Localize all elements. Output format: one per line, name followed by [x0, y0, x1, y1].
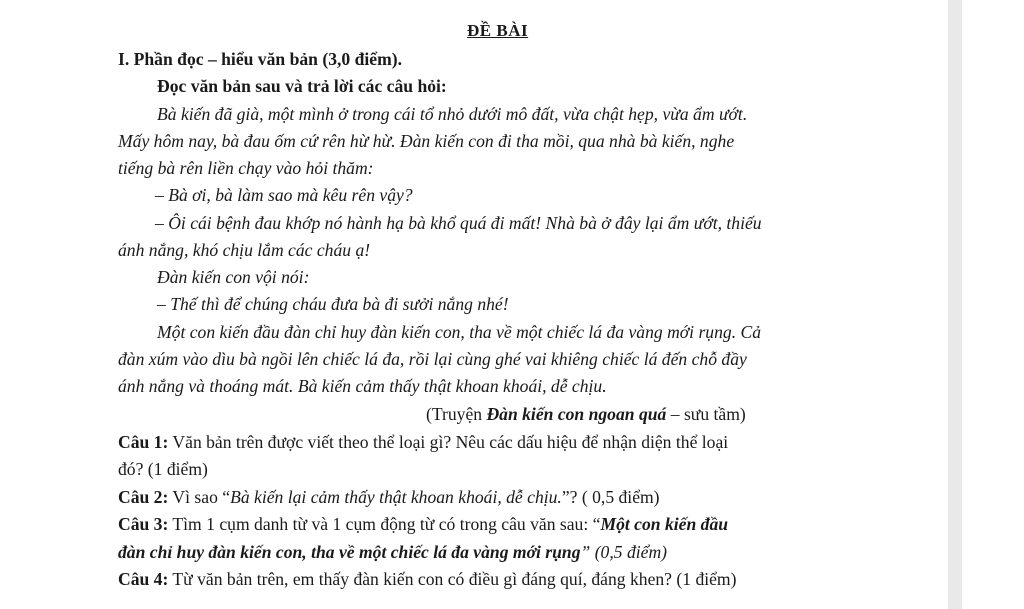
question-4 — [118, 568, 736, 590]
question-2-label: Câu 2: — [118, 487, 169, 507]
passage-line: đàn xúm vào dìu bà ngồi lên chiếc lá đa, rồi lại cùng ghé vai khiêng chiếc lá đến chỗ đầy — [118, 349, 747, 369]
question-1-continued: đó? (1 điểm) — [118, 459, 208, 479]
passage-line: – Thế thì để chúng cháu đưa bà đi sưởi nắng nhé! — [157, 294, 509, 314]
passage-line: tiếng bà rên liền chạy vào hỏi thăm: — [118, 158, 374, 178]
question-2-quote: Bà kiến lại cảm thấy thật khoan khoái, dễ chịu. — [230, 487, 562, 507]
source-close: – sưu tầm) — [666, 404, 746, 424]
source-story-title: Đàn kiến con ngoan quá — [486, 404, 667, 424]
question-2-post: ”? ( 0,5 điểm) — [561, 487, 660, 507]
passage-line: ánh nắng và thoáng mát. Bà kiến cảm thấy thật khoan khoái, dễ chịu. — [118, 376, 607, 396]
passage-line: Đàn kiến con vội nói: — [157, 267, 310, 287]
question-3-pre: Tìm 1 cụm danh từ và 1 cụm động từ có trong câu văn sau: “ — [168, 514, 601, 534]
question-4-text: Từ văn bản trên, em thấy đàn kiến con có điều gì đáng quí, đáng khen? (1 điểm) — [168, 569, 737, 589]
question-3-continued — [118, 541, 667, 563]
question-3-quote-continued: đàn chỉ huy đàn kiến con, tha về một chiếc lá đa vàng mới rụng — [118, 542, 581, 562]
passage-line: Bà kiến đã già, một mình ở trong cái tổ nhỏ dưới mô đất, vừa chật hẹp, vừa ẩm ướt. — [157, 104, 748, 124]
passage-line: Một con kiến đầu đàn chỉ huy đàn kiến con, tha về một chiếc lá đa vàng mới rụng. Cả — [157, 322, 762, 342]
passage-source — [426, 403, 746, 425]
question-1 — [118, 431, 728, 453]
source-open: (Truyện — [426, 404, 487, 424]
section1-instruction: Đọc văn bản sau và trả lời các câu hỏi: — [157, 76, 447, 96]
question-4-label: Câu 4: — [118, 569, 169, 589]
document-title: ĐỀ BÀI — [467, 21, 529, 40]
passage-line: – Ôi cái bệnh đau khớp nó hành hạ bà khổ quá đi mất! Nhà bà ở đây lại ẩm ướt, thiếu — [155, 213, 762, 233]
question-2 — [118, 486, 660, 508]
right-margin — [962, 0, 1024, 609]
section1-heading: I. Phần đọc – hiểu văn bản (3,0 điểm). — [118, 49, 402, 69]
question-3-label: Câu 3: — [118, 514, 169, 534]
question-1-label: Câu 1: — [118, 432, 169, 452]
scrollbar[interactable] — [948, 0, 962, 609]
question-1-text: Văn bản trên được viết theo thể loại gì? Nêu các dấu hiệu để nhận diện thể loại — [168, 432, 729, 452]
question-3 — [118, 513, 728, 535]
passage-line: – Bà ơi, bà làm sao mà kêu rên vậy? — [155, 185, 413, 205]
question-3-post: ” (0,5 điểm) — [580, 542, 668, 562]
passage-line: ánh nắng, khó chịu lắm các cháu ạ! — [118, 240, 371, 260]
question-2-pre: Vì sao “ — [168, 487, 231, 507]
passage-line: Mấy hôm nay, bà đau ốm cứ rên hừ hừ. Đàn kiến con đi tha mồi, qua nhà bà kiến, nghe — [118, 131, 735, 151]
question-3-quote: Một con kiến đầu — [600, 514, 729, 534]
